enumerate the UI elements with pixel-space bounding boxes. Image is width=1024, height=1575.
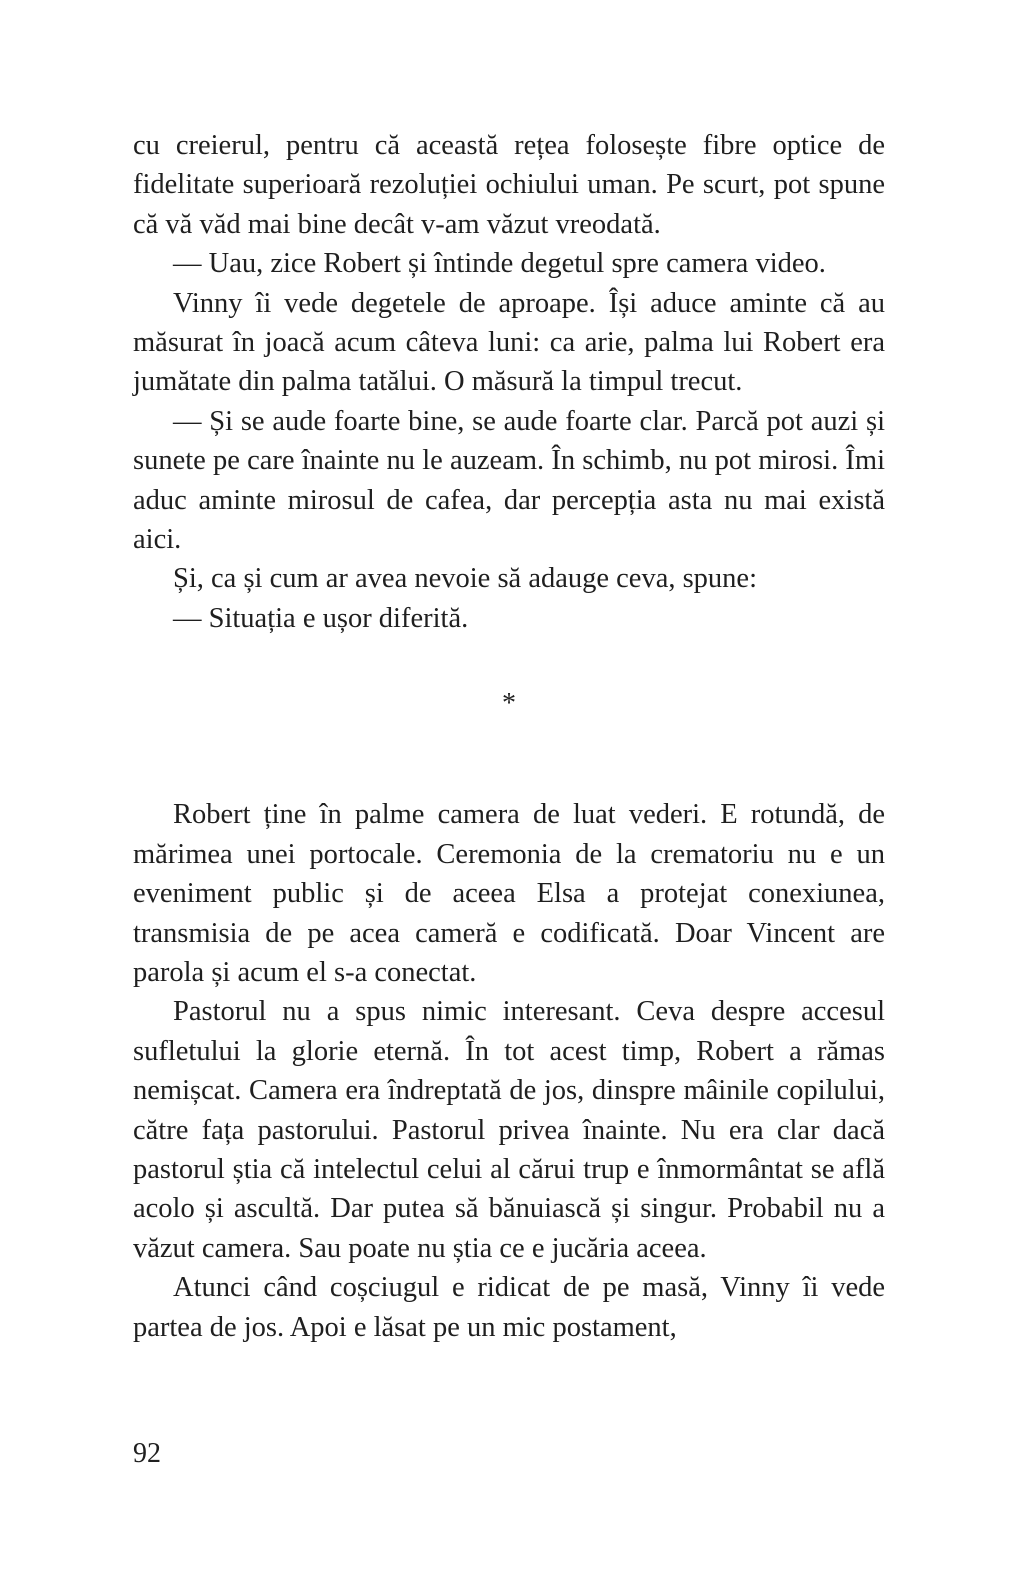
- paragraph-coffin: Atunci când coșciugul e ridicat de pe masă, Vinny îi vede partea de jos. Apoi e lăsat pe un mic postament,: [133, 1272, 885, 1343]
- paragraph-add-something: Și, ca și cum ar avea nevoie să adauge ceva, spune:: [173, 563, 757, 595]
- page-number: 92: [133, 1438, 161, 1469]
- paragraph-camera: Robert ține în palme camera de luat vederi. E rotundă, de mărimea unei portocale. Ceremonia de la crematoriu nu e un eveniment public și de aceea Elsa a protejat conexiunea, transmisia de pe acea cameră e codificată. Doar Vincent are parola și acum el s-a conectat.: [133, 799, 885, 988]
- page-body: [133, 126, 885, 1347]
- paragraph-pastor: Pastorul nu a spus nimic interesant. Ceva despre accesul sufletului la glorie eternă. În tot acest timp, Robert a rămas nemișcat. Camera era îndreptată de jos, dinspre mâinile copilului, către fața pastorului. Pastorul privea înainte. Nu era clar dacă pastorul știa că intelectul celui al cărui trup e înmormântat se află acolo și ascultă. Dar putea să bănuiască și singur. Probabil nu a văzut camera. Sau poate nu știa ce e jucăria aceea.: [133, 996, 885, 1264]
- paragraph-dialogue-hearing: — Și se aude foarte bine, se aude foarte clar. Parcă pot auzi și sunete pe care înainte nu le auzeam. În schimb, nu pot mirosi. Îmi aduc aminte mirosul de cafea, dar percepția asta nu mai există aici.: [133, 405, 885, 556]
- paragraph-dialogue-robert: — Uau, zice Robert și întinde degetul spre camera video.: [173, 248, 826, 280]
- section-separator: [133, 638, 885, 795]
- paragraph-dialogue-situation: — Situația e ușor diferită.: [173, 602, 469, 634]
- paragraph-vinny-fingers: Vinny îi vede degetele de aproape. Își aduce aminte că au măsurat în joacă acum câteva luni: ca arie, palma lui Robert era jumătate din palma tatălui. O măsură la timpul trecut.: [133, 287, 885, 398]
- separator-asterisk: *: [502, 688, 516, 720]
- paragraph-continuation: cu creierul, pentru că această rețea folosește fibre optice de fidelitate superioară rezoluției ochiului uman. Pe scurt, pot spune că vă văd mai bine decât v-am văzut vreodată.: [133, 130, 885, 240]
